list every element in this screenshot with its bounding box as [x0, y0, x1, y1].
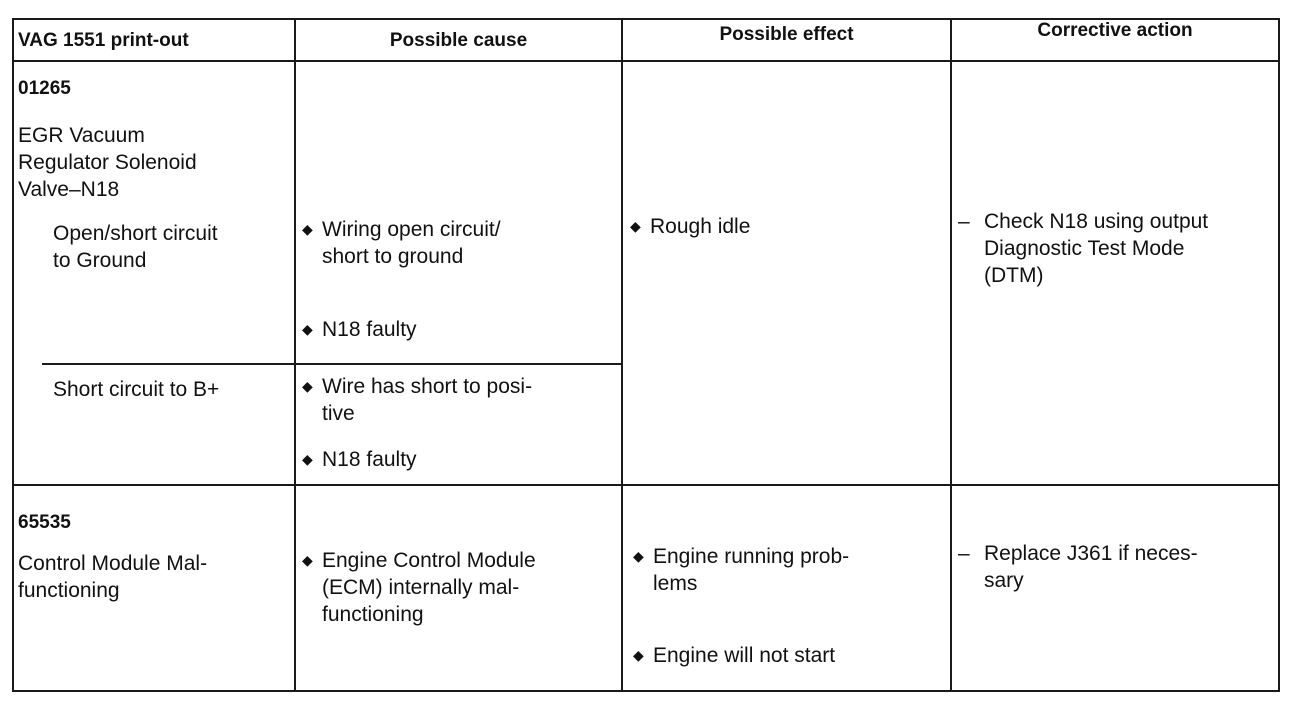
header-vag-printout: VAG 1551 print-out [18, 30, 189, 51]
header-bottom-border [12, 60, 1280, 62]
fault-divider [42, 363, 622, 365]
cause-item [302, 547, 536, 628]
bullet-icon: ◆ [633, 647, 644, 663]
effect-line: Rough idle [650, 215, 751, 238]
bullet-icon: ◆ [302, 552, 313, 568]
bullet-icon: ◆ [302, 451, 313, 467]
effect-item [633, 642, 835, 669]
cause-item [302, 373, 532, 427]
action-line: Replace J361 if neces- [984, 542, 1198, 565]
cause-line: N18 faulty [322, 448, 417, 471]
component-line: Regulator Solenoid [18, 151, 197, 174]
component-name [18, 122, 197, 203]
cause-line: Wire has short to posi- [322, 375, 533, 398]
action-line: Diagnostic Test Mode [984, 237, 1185, 260]
bullet-icon: ◆ [302, 321, 313, 337]
header-corrective-action: Corrective action [1037, 20, 1193, 41]
fault-code: 01265 [18, 78, 71, 99]
effect-item [633, 543, 849, 597]
table-bottom-border [12, 690, 1280, 692]
cause-line: Wiring open circuit/ [322, 218, 501, 241]
component-line: EGR Vacuum [18, 124, 145, 147]
component-line: functioning [18, 579, 120, 602]
component-name [18, 550, 207, 604]
fault-code: 65535 [18, 512, 71, 533]
row-divider [12, 484, 1280, 486]
effect-line: lems [653, 572, 698, 595]
header-possible-effect: Possible effect [719, 24, 854, 45]
action-line: (DTM) [984, 264, 1044, 287]
action-item [958, 540, 1198, 594]
cause-line: (ECM) internally mal- [322, 576, 520, 599]
fault-type-line: to Ground [53, 249, 147, 272]
table-right-border [1278, 18, 1280, 692]
action-line: Check N18 using output [984, 210, 1209, 233]
component-line: Valve–N18 [18, 178, 120, 201]
action-item [958, 208, 1208, 289]
dash-icon: – [958, 210, 970, 233]
header-possible-cause: Possible cause [389, 30, 528, 51]
effect-line: Engine running prob- [653, 545, 850, 568]
effect-item [630, 213, 750, 240]
cause-line: tive [322, 402, 355, 425]
bullet-icon: ◆ [302, 378, 313, 394]
bullet-icon: ◆ [302, 221, 313, 237]
fault-type-line: Open/short circuit [53, 222, 218, 245]
cause-item [302, 446, 417, 473]
fault-type [53, 220, 218, 274]
dash-icon: – [958, 542, 970, 565]
cause-line: N18 faulty [322, 318, 417, 341]
component-line: Control Module Mal- [18, 552, 208, 575]
cause-line: short to ground [322, 245, 464, 268]
cause-line: Engine Control Module [322, 549, 536, 572]
cause-item [302, 216, 501, 270]
fault-type: Short circuit to B+ [53, 378, 220, 401]
table-left-border [12, 18, 14, 692]
bullet-icon: ◆ [630, 218, 641, 234]
bullet-icon: ◆ [633, 548, 644, 564]
col-divider-2 [621, 18, 623, 692]
cause-line: functioning [322, 603, 424, 626]
action-line: sary [984, 569, 1024, 592]
effect-line: Engine will not start [653, 644, 836, 667]
col-divider-3 [950, 18, 952, 692]
col-divider-1 [294, 18, 296, 692]
cause-item [302, 316, 417, 343]
